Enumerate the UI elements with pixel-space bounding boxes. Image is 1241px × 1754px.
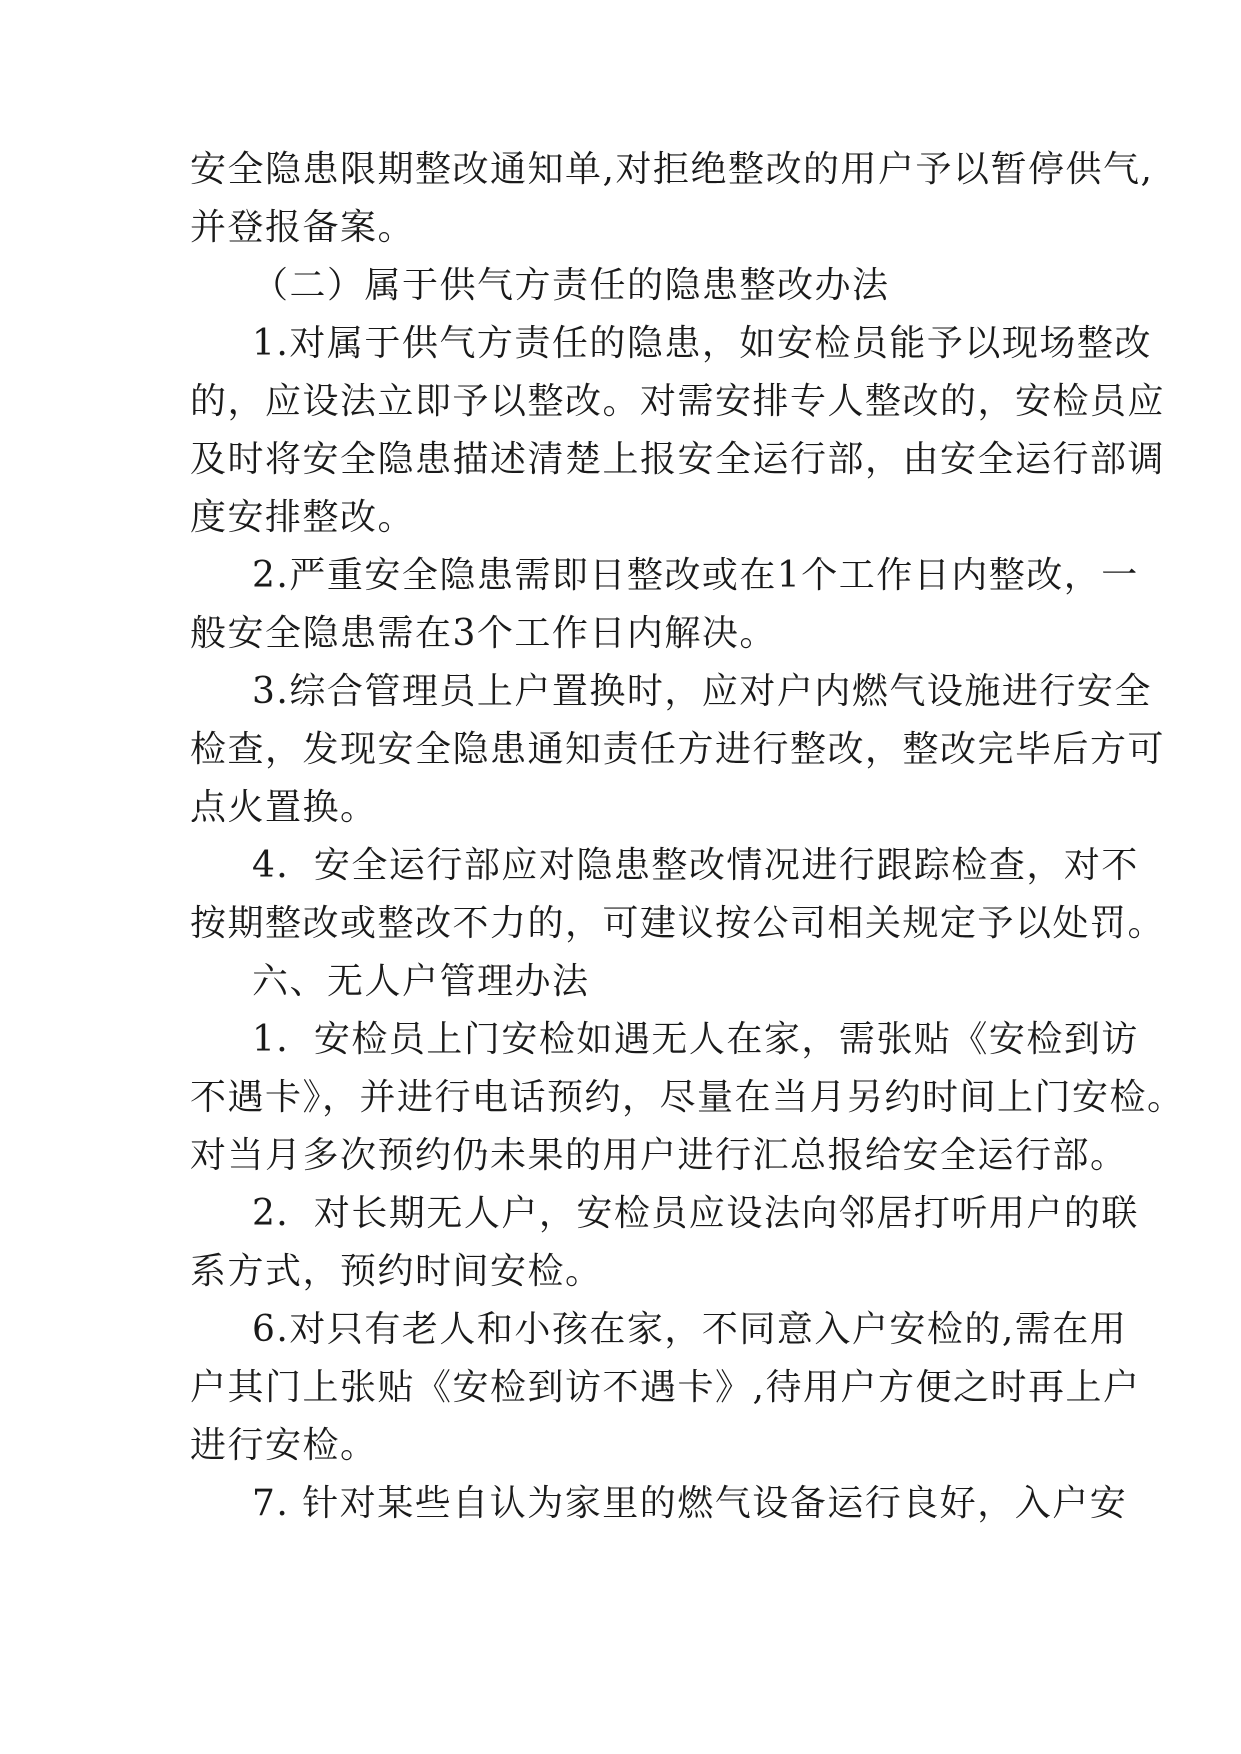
text-line: 户其门上张贴《安检到访不遇卡》,待用户方便之时再上户 [190,1367,1141,1408]
text-line: 不遇卡》，并进行电话预约，尽量在当月另约时间上门安检。 [190,1077,1185,1118]
text-line: 对当月多次预约仍未果的用户进行汇总报给安全运行部。 [190,1135,1128,1176]
text-line: 2.严重安全隐患需即日整改或在1个工作日内整改，一 [252,555,1139,596]
section-heading: 六、无人户管理办法 [252,961,590,1002]
text-line: 般安全隐患需在3个工作日内解决。 [190,613,777,654]
text-line: 度安排整改。 [190,497,416,538]
section-heading: （二）属于供气方责任的隐患整改办法 [252,265,890,306]
text-line: 1.对属于供气方责任的隐患，如安检员能予以现场整改 [252,323,1152,364]
text-line: 3.综合管理员上户置换时，应对户内燃气设施进行安全 [252,671,1152,712]
text-line: 进行安检。 [190,1425,378,1466]
text-line: 2．对长期无人户，安检员应设法向邻居打听用户的联 [252,1193,1139,1234]
text-line: 并登报备案。 [190,207,416,248]
text-line: 6.对只有老人和小孩在家，不同意入户安检的,需在用 [252,1309,1128,1350]
text-line: 点火置换。 [190,787,378,828]
text-line: 按期整改或整改不力的，可建议按公司相关规定予以处罚。 [190,903,1166,944]
text-line: 系方式，预约时间安检。 [190,1251,603,1292]
text-line: 7. 针对某些自认为家里的燃气设备运行良好，入户安 [252,1483,1128,1524]
text-line: 及时将安全隐患描述清楚上报安全运行部，由安全运行部调 [190,439,1166,480]
text-line: 安全隐患限期整改通知单,对拒绝整改的用户予以暂停供气, [190,149,1154,190]
text-line: 1．安检员上门安检如遇无人在家，需张贴《安检到访 [252,1019,1139,1060]
text-line: 的，应设法立即予以整改。对需安排专人整改的，安检员应 [190,381,1166,422]
text-line: 4．安全运行部应对隐患整改情况进行跟踪检查，对不 [252,845,1139,886]
text-line: 检查，发现安全隐患通知责任方进行整改，整改完毕后方可 [190,729,1166,770]
